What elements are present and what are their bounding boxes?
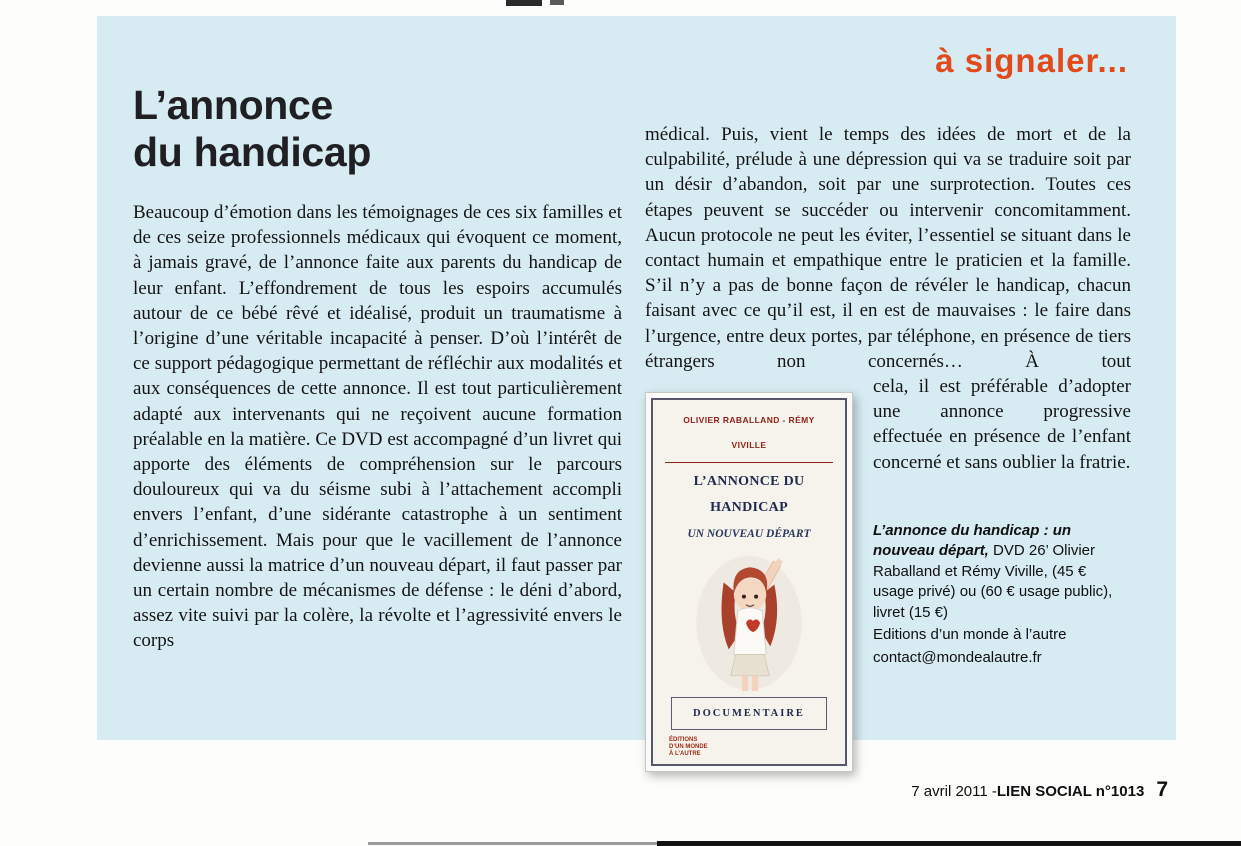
caption-publisher: Editions d’un monde à l’autre <box>873 626 1067 644</box>
dvd-publisher-logo <box>669 737 839 758</box>
article-title-line2: du handicap <box>133 129 372 175</box>
dvd-cover-photo <box>645 392 853 772</box>
dvd-publisher-line: D’UN MONDE <box>669 744 708 751</box>
dvd-subtitle: UN NOUVEAU DÉPART <box>687 527 811 540</box>
footer-publication: LIEN SOCIAL n°1013 <box>996 783 1145 800</box>
footer-date: 7 avril 2011 - <box>911 783 997 800</box>
dvd-publisher-line: À L’AUTRE <box>669 751 701 758</box>
right-column-paragraph-2: cela, il est préférable d’adopter une annonce progressive effectuée en présence de l’enfant concerné et sans oublier la fratrie. <box>873 376 1131 473</box>
right-column <box>645 122 1131 780</box>
scan-artifact-top <box>506 0 542 6</box>
dvd-title: L’ANNONCE DU HANDICAP <box>693 474 805 515</box>
scan-artifact-bottom <box>368 842 657 845</box>
section-header: à signaler... <box>935 42 1128 79</box>
left-column-text: Beaucoup d’émotion dans les témoignages de ces six familles et de ces seize professionnels médicaux qui évoquent ce moment, à jamais gravé, de l’annonce faite aux parents du handicap de leur enfant. L’effondrement de tous les espoirs accumulés autour de ce bébé rêvé et idéalisé, produit un traumatisme à l’origine d’une véritable incapacité à penser. D’où l’intérêt de ce support pédagogique permettant de réfléchir aux modalités et aux conséquences de cette annonce. Il est tout particulièrement adapté aux intervenants qui ne reçoivent aucune formation préalable en la matière. Ce DVD est accompagné d’un livret qui apporte des éléments de compréhension sur le parcours douloureux qui va du séisme subi à l’attachement accompli envers l’enfant, d’une sidérante catastrophe à un sentiment d’enrichissement. Mais pour que le vacillement de l’annonce devienne aussi la matrice d’un nouveau départ, il faut passer par un certain nombre de mécanismes de défense : le déni d’abord, assez vite suivi par la colère, la révolte et l’agressivité envers le corps <box>133 202 622 652</box>
scan-artifact-bottom <box>657 841 1241 846</box>
dvd-cover <box>651 398 847 766</box>
page-number: 7 <box>1156 778 1168 801</box>
article-title <box>133 82 371 176</box>
dvd-genre-banner: DOCUMENTAIRE <box>671 697 827 730</box>
dvd-authors: OLIVIER RABALLAND - RÉMY VIVILLE <box>665 408 833 463</box>
article-title-line1: L’annonce <box>133 82 334 128</box>
caption-title: L’annonce du handicap : un nouveau départ, <box>873 521 1072 560</box>
dvd-publisher-line: ÉDITIONS <box>669 737 698 744</box>
right-column-paragraph-1: médical. Puis, vient le temps des idées de mort et de la culpabilité, prélude à une dépression qui va se traduire soit par un désir d’abandon, soit par une surprotection. Toutes ces étapes peuvent se succéder ou intervenir concomitamment. Aucun protocole ne peut les éviter, l’essentiel se situant dans le contact humain et empathique entre le praticien et la famille. S’il n’y a pas de bonne façon de révéler le handicap, chacun faisant avec ce qu’il est, il en est de mauvaises : le faire dans l’urgence, entre deux portes, par téléphone, en présence de tiers étrangers non concernés… À tout <box>645 124 1131 372</box>
page-footer <box>911 778 1168 802</box>
caption-body: DVD 26’ Olivier Raballand et Rémy Viville, (45 € usage privé) ou (60 € usage public), livret (15 €) <box>873 542 1113 621</box>
scan-artifact-top <box>550 0 564 5</box>
article-panel <box>97 16 1176 758</box>
dvd-girl-illustration <box>691 552 807 694</box>
caption-email: contact@mondealautre.fr <box>873 648 1042 666</box>
